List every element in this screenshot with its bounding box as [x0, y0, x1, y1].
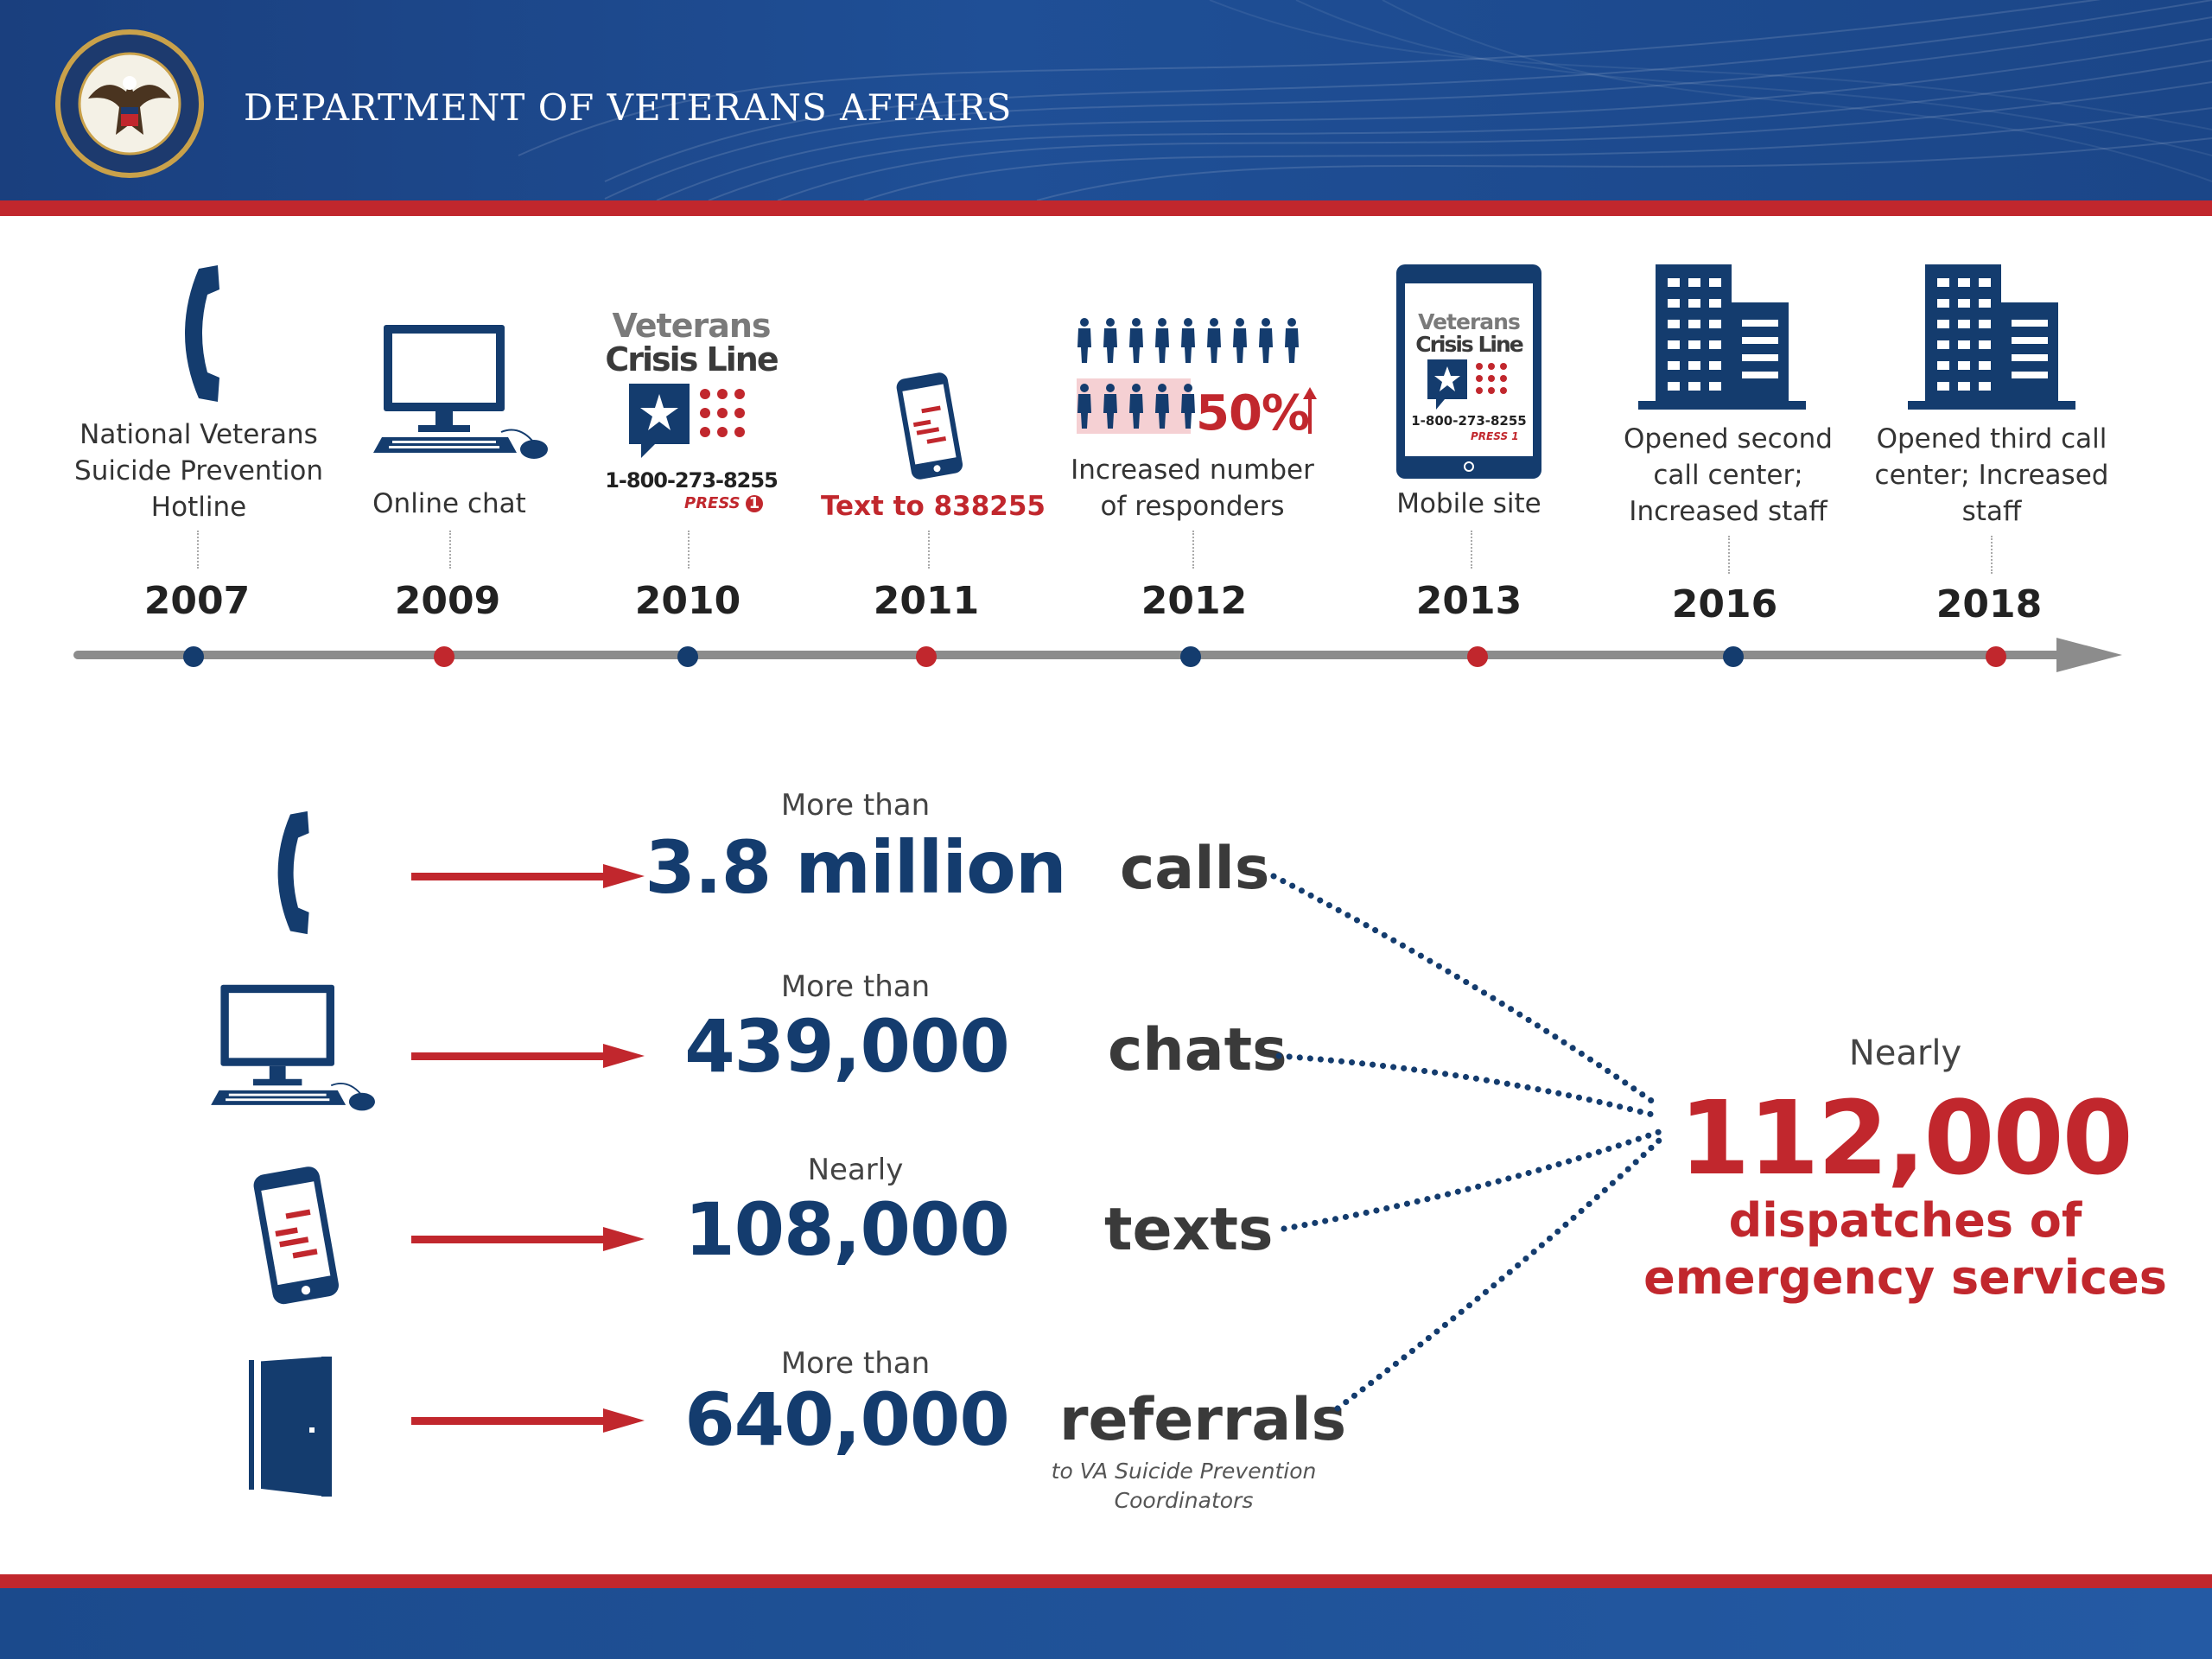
tablet-logo-mark — [1427, 359, 1514, 413]
dispatch-text — [1624, 1192, 2186, 1306]
header-red-stripe — [0, 200, 2212, 216]
milestone-label-2018: Opened third call center; Increased staff — [1874, 423, 2109, 527]
timeline-axis — [69, 627, 2126, 683]
tick-2010 — [688, 531, 690, 569]
department-title: DEPARTMENT OF VETERANS AFFAIRS — [244, 86, 1013, 129]
stat-value-referrals: 640,000 — [684, 1377, 1009, 1462]
smartphone-icon — [890, 370, 969, 484]
press-number: 1 — [746, 495, 763, 512]
tablet-icon — [1396, 264, 1541, 479]
converging-dotted-lines — [1262, 855, 1676, 1426]
tick-2011 — [928, 531, 930, 569]
computer-icon — [372, 321, 551, 465]
arrow-calls — [411, 861, 646, 892]
phone-icon — [164, 264, 233, 404]
tablet-phone: 1-800-273-8255 — [1411, 413, 1527, 429]
stat-prefix-calls: More than — [780, 788, 931, 823]
footer-banner — [0, 1588, 2212, 1659]
crisis-logo-line2: Crisis Line — [605, 340, 778, 378]
milestone-year-2010: 2010 — [634, 579, 741, 623]
stat-word-texts: texts — [1104, 1196, 1274, 1264]
crisis-line-logo-icon — [605, 309, 778, 525]
va-seal-icon — [54, 28, 206, 180]
milestone-label-2007: National Veterans Suicide Prevention Hotline — [74, 419, 323, 523]
stat-word-referrals: referrals — [1059, 1386, 1347, 1454]
stat-prefix-chats: More than — [780, 969, 931, 1004]
dispatch-value: 112,000 — [1679, 1078, 2132, 1198]
tick-2007 — [197, 531, 199, 569]
tick-2009 — [449, 531, 451, 569]
tablet-logo-line1: Veterans — [1418, 309, 1520, 334]
stat-value-texts: 108,000 — [684, 1187, 1009, 1272]
milestone-label-2016: Opened second call center; Increased staff — [1624, 423, 1833, 527]
timeline-dot-2010 — [677, 646, 698, 667]
milestone-label-2012: Increased number of responders — [1071, 454, 1314, 522]
dispatch-text-line2: emergency services — [1643, 1250, 2167, 1305]
milestone-year-2011: 2011 — [873, 579, 980, 623]
crisis-logo-mark — [629, 384, 759, 461]
stat-sub-referrals: to VA Suicide Prevention Coordinators — [1051, 1459, 1317, 1513]
tablet-press-number: 1 — [1511, 430, 1519, 442]
press-label: PRESS — [684, 494, 741, 512]
door-icon — [249, 1353, 332, 1497]
timeline-dot-2013 — [1467, 646, 1488, 667]
stat-value-calls: 3.8 million — [645, 825, 1066, 910]
stat-word-chats: chats — [1108, 1016, 1287, 1084]
timeline-dot-2009 — [434, 646, 454, 667]
timeline-dot-2012 — [1180, 646, 1201, 667]
tick-2013 — [1471, 531, 1472, 569]
crisis-logo-line1: Veterans — [612, 307, 771, 345]
milestone-label-2009: Online chat — [372, 488, 526, 519]
crisis-logo-phone: 1-800-273-8255 — [605, 468, 778, 493]
timeline-dot-2011 — [916, 646, 937, 667]
timeline-dot-2016 — [1723, 646, 1744, 667]
tablet-press — [1471, 430, 1519, 442]
tick-2016 — [1728, 536, 1730, 574]
milestone-year-2018: 2018 — [1936, 582, 2043, 626]
milestone-year-2009: 2009 — [394, 579, 501, 623]
footer-red-stripe — [0, 1574, 2212, 1588]
milestone-year-2016: 2016 — [1671, 582, 1778, 626]
tick-2012 — [1192, 531, 1194, 569]
stat-word-calls: calls — [1120, 835, 1270, 903]
tablet-press-label: PRESS — [1471, 430, 1509, 442]
phone-icon — [259, 805, 321, 940]
milestone-label-2011: Text to 838255 — [821, 491, 1046, 522]
milestone-year-2012: 2012 — [1141, 579, 1248, 623]
tablet-logo-line2: Crisis Line — [1415, 332, 1522, 357]
responders-percent: 50% — [1196, 385, 1310, 442]
timeline-dot-2018 — [1986, 646, 2006, 667]
milestone-year-2013: 2013 — [1415, 579, 1522, 623]
dispatch-prefix: Nearly — [1848, 1033, 1962, 1073]
timeline-dot-2007 — [183, 646, 204, 667]
stat-prefix-referrals: More than — [780, 1346, 931, 1381]
computer-icon — [209, 982, 378, 1116]
crisis-logo-press — [684, 494, 763, 512]
stat-value-chats: 439,000 — [684, 1004, 1009, 1089]
milestone-year-2007: 2007 — [143, 579, 251, 623]
tick-2018 — [1991, 536, 1993, 574]
milestone-label-2013: Mobile site — [1396, 488, 1541, 519]
smartphone-icon — [238, 1163, 354, 1310]
header-banner — [0, 0, 2212, 200]
dispatch-text-line1: dispatches of — [1728, 1193, 2082, 1248]
building-icon — [1638, 264, 1806, 410]
building-icon — [1908, 264, 2075, 410]
stat-prefix-texts: Nearly — [807, 1153, 904, 1187]
